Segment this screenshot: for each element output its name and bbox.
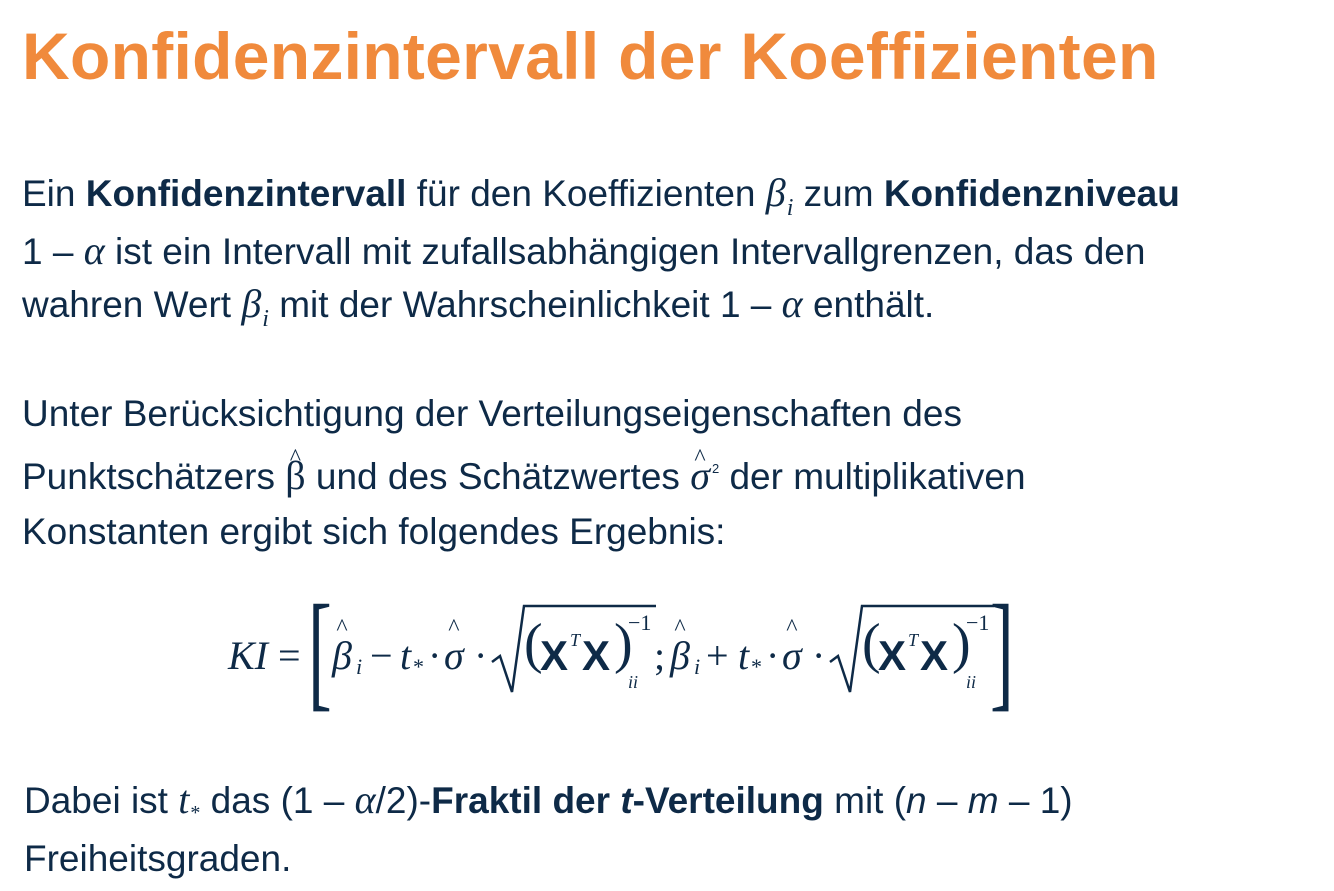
text: mit der Wahrscheinlichkeit 1 – [268, 284, 782, 325]
text: 1 – [22, 231, 84, 272]
fraktil-line-1 [24, 774, 1073, 833]
fraktil-paragraph [24, 774, 1073, 885]
left-bracket: [ [308, 579, 332, 723]
estimator-line-2 [22, 441, 1026, 504]
text: Punktschätzers [22, 456, 286, 497]
fraktil-line-2: Freiheitsgraden. [24, 838, 292, 879]
minus-sign: − [370, 633, 393, 678]
text: – 1) [998, 780, 1073, 821]
lhs-ki: KI [228, 633, 268, 678]
transpose-t: T [908, 630, 919, 650]
text: mit ( [823, 780, 907, 821]
text: Ein [22, 173, 86, 214]
star-sub: * [190, 802, 201, 824]
text: – [926, 780, 968, 821]
text: das (1 – [200, 780, 355, 821]
estimator-line-1: Unter Berücksichtigung der Verteilungseigenschaften des [22, 393, 962, 434]
term-konfidenzniveau: Konfidenzniveau [883, 173, 1180, 214]
inverse-exponent: −1 [628, 610, 652, 635]
beta-hat-symbol: ^ β [285, 448, 305, 503]
sigma-hat: ^ σ [444, 632, 464, 679]
n-symbol: n [906, 780, 927, 821]
t-symbol: t [178, 777, 190, 822]
text: ist ein Intervall mit zufallsabhängigen Intervallgrenzen, das den [104, 231, 1146, 272]
text: Dabei ist [24, 780, 179, 821]
right-paren: ) [614, 613, 633, 675]
text: /2)- [375, 780, 432, 821]
right-bracket: ] [990, 579, 1014, 723]
estimator-paragraph [22, 386, 1026, 559]
dot: · [766, 633, 780, 678]
matrix-x: X [878, 632, 907, 679]
index-i: i [262, 306, 269, 332]
right-paren: ) [952, 613, 971, 675]
beta-symbol: β [765, 170, 786, 215]
index-i: i [694, 654, 701, 679]
definition-line-2 [22, 225, 1180, 278]
inverse-exponent: −1 [966, 610, 990, 635]
t-star-t: t [738, 633, 750, 678]
m-symbol: m [967, 780, 999, 821]
index-i: i [786, 195, 794, 221]
index-ii: ii [628, 672, 639, 692]
sigma-hat: ^ σ [782, 632, 802, 679]
text: und des Schätzwertes [305, 456, 691, 497]
definition-line-3 [22, 278, 1180, 336]
slide-title: Konfidenzintervall der Koeffizienten [22, 19, 1159, 93]
plus-sign: + [706, 633, 729, 678]
term-konfidenzintervall: Konfidenzintervall [85, 173, 407, 214]
term-verteilung: -Verteilung [632, 780, 824, 821]
text: wahren Wert [22, 284, 242, 325]
text: enthält. [802, 284, 935, 325]
alpha-symbol: α [354, 777, 376, 822]
matrix-x: X [582, 632, 611, 679]
definition-line-1 [22, 167, 1180, 225]
alpha-symbol: α [83, 228, 105, 273]
index-i: i [356, 654, 363, 679]
confidence-interval-formula [228, 579, 1028, 723]
beta-symbol: β [241, 281, 262, 326]
term-fraktil: Fraktil der [431, 780, 621, 821]
term-t: t [620, 780, 633, 821]
equals-sign: = [278, 633, 301, 678]
square-exponent: 2 [711, 461, 720, 476]
alpha-symbol: α [781, 281, 803, 326]
semicolon: ; [654, 633, 666, 678]
left-paren: ( [862, 613, 881, 675]
text: der multiplikativen [719, 456, 1026, 497]
star-sub: * [751, 654, 762, 679]
beta-hat: ^ β [332, 632, 352, 679]
definition-paragraph [22, 167, 1180, 336]
text: für den Koeffizienten [406, 173, 766, 214]
estimator-line-3: Konstanten ergibt sich folgendes Ergebnis: [22, 511, 726, 552]
left-paren: ( [524, 613, 543, 675]
sigma-hat-symbol: ^ σ [690, 448, 710, 503]
transpose-t: T [570, 630, 581, 650]
matrix-x: X [540, 632, 569, 679]
index-ii: ii [966, 672, 977, 692]
beta-hat: ^ β [670, 632, 690, 679]
star-sub: * [413, 654, 424, 679]
dot: · [428, 633, 442, 678]
text: zum [793, 173, 884, 214]
t-star-t: t [400, 633, 412, 678]
dot: · [474, 633, 488, 678]
dot: · [812, 633, 826, 678]
matrix-x: X [920, 632, 949, 679]
